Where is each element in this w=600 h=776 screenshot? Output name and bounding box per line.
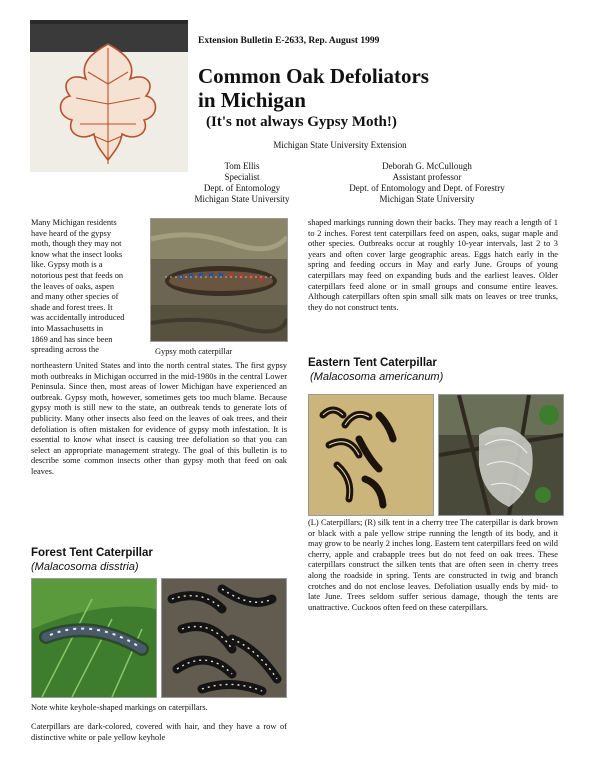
gypsy-moth-photo [150, 218, 288, 342]
eastern-tent-latin: (Malacosoma americanum) [310, 371, 444, 383]
forest-tent-paragraph: Caterpillars are dark-colored, covered with hair, and they have a row of distinctive white or pale yellow keyhole [31, 722, 287, 742]
page-subtitle: (It's not always Gypsy Moth!) [206, 114, 397, 130]
forest-tent-leaf-photo [31, 578, 157, 698]
oak-leaf-icon [30, 24, 188, 172]
eastern-tent-paragraph: (L) Caterpillars; (R) silk tent in a cherry tree The caterpillar is dark brown or black with a pale yellow stripe running the length of its body, and it may grow to be nearly 2 inches long. Eastern tent caterpillars feed on wild cherry, apple and crabapple trees but do not feed on oak trees. These caterpillars construct the silken tents that are often seen in cherry trees along the roadside in spring. Tents are constructed in twig and branch crotches and do not enclose leaves. Defoliation usually ends by mid- to late June. Trees seldom suffer serious damage, though the tents are unattractive. Cuckoos often feed on these caterpillars. [308, 518, 558, 612]
publisher: Michigan State University Extension [273, 140, 407, 150]
forest-tent-cluster-photo [161, 578, 287, 698]
intro-paragraph-start: Many Michigan residents have heard of the gypsy moth, though they may not know what the insect looks like. Gypsy moth is a notorious pest that feeds on the leaves of oaks, aspen and many other species of shade and forest trees. It was accidentally introduced into Massachusetts in 1869 and has since been spreading across the [31, 218, 125, 355]
intro-paragraph-continued: northeastern United States and into the north central states. The first gypsy moth outbreaks in Michigan occurred in the mid-1980s in the central Lower Peninsula. Since then, most areas of lower Michigan have experienced an outbreak. Gypsy moth, however, sometimes gets too much blame. Because gypsy moth is still new to the state, an outbreak tends to generate lots of publicity. Many other insects also feed on the leaves of oak trees, and their defoliation is often mistaken for evidence of gypsy moth infestation. It is essential to know what insect is causing tree defoliation so that you can select an appropriate management strategy. The goal of this bulletin is to describe some common insects other than gypsy moth that feed on oak leaves. [31, 361, 287, 476]
forest-tent-latin: (Malacosoma disstria) [31, 561, 139, 573]
msu-extension-logo [30, 20, 188, 172]
author-block-mccullough: Deborah G. McCullough Assistant professor Dept. of Entomology and Dept. of Forestry Michigan State University [349, 161, 505, 204]
bulletin-number: Extension Bulletin E-2633, Rep. August 1999 [198, 36, 380, 46]
forest-tent-heading: Forest Tent Caterpillar [31, 547, 153, 559]
eastern-tent-caterpillars-photo [308, 394, 434, 516]
forest-tent-paragraph-continued: shaped markings running down their backs. They may reach a length of 1 to 2 inches. Forest tent caterpillars feed on aspen, oaks, sugar maple and other species. Outbreaks occur at roughly 10-year intervals, last 2 to 3 years and often cover large geographic areas. Eggs hatch early in the spring and feeding occurs in May and early June. Groups of young caterpillars may feed on expanding buds and the earliest leaves. Older caterpillars feed alone or in small groups and consume entire leaves. Although caterpillars often spin small silk mats on leaves or tree trunks, they do not construct tents. [308, 218, 558, 312]
author-block-ellis: Tom Ellis Specialist Dept. of Entomology Michigan State University [194, 161, 290, 204]
page-title: Common Oak Defoliators in Michigan [198, 64, 429, 112]
forest-tent-caption: Note white keyhole-shaped markings on caterpillars. [31, 703, 208, 712]
eastern-tent-silk-tent-photo [438, 394, 564, 516]
eastern-tent-heading: Eastern Tent Caterpillar [308, 357, 437, 369]
gypsy-moth-caption: Gypsy moth caterpillar [155, 347, 233, 356]
